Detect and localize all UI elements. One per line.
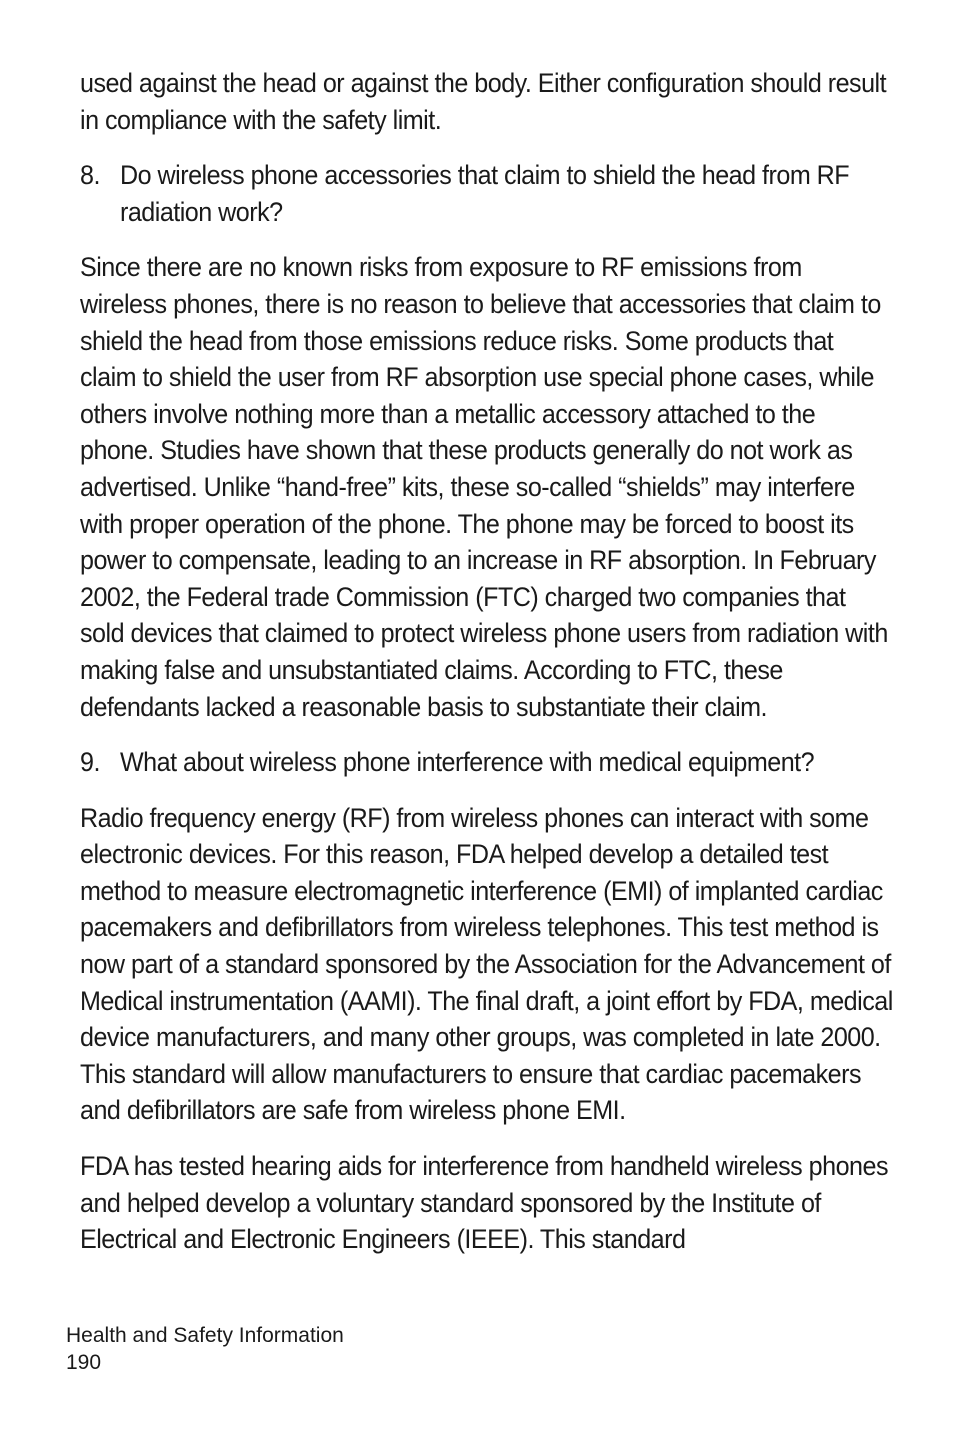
paragraph-q9-answer: Radio frequency energy (RF) from wireless phones can interact with some electronic devices. For this reason, FDA helped develop a detailed test method to measure electromagnetic interference (EMI) of implanted cardiac pacemakers and defibrillators from wireless telephones. This test method is now part of a standard sponsored by the Association for the Advancement of Medical instrumentation (AAMI). The final draft, a joint effort by FDA, medical device manufacturers, and many other groups, was completed in late 2000. This standard will allow manufacturers to ensure that cardiac pacemakers and defibrillators are safe from wireless phone EMI.: [80, 802, 893, 1126]
paragraph-intro: used against the head or against the body. Either configuration should result in compliance with the safety limit.: [80, 68, 887, 135]
footer-section-title: Health and Safety Information: [66, 1324, 344, 1347]
question-9-text: What about wireless phone interference with medical equipment?: [119, 747, 815, 778]
paragraph-hearing-aids: FDA has tested hearing aids for interference from handheld wireless phones and helped develop a voluntary standard sponsored by the Institute of Electrical and Electronic Engineers (IEEE). This standard: [80, 1151, 888, 1255]
question-9-number: 9.: [80, 747, 100, 778]
footer-page-number: 190: [66, 1351, 102, 1374]
question-8-text: Do wireless phone accessories that claim to shield the head from RF radiation work?: [119, 160, 850, 227]
question-8-number: 8.: [80, 160, 100, 191]
body-text: [80, 65, 895, 1277]
question-9: [80, 744, 895, 781]
question-8: [80, 157, 895, 230]
paragraph-q8-answer: Since there are no known risks from exposure to RF emissions from wireless phones, there is no reason to believe that accessories that claim to shield the head from those emissions reduce risks. Some products that claim to shield the user from RF absorption use special phone cases, while others involve nothing more than a metallic accessory attached to the phone. Studies have shown that these products generally do not work as advertised. Unlike “hand-free” kits, these so-called “shields” may interfere with proper operation of the phone. The phone may be forced to boost its power to compensate, leading to an increase in RF absorption. In February 2002, the Federal trade Commission (FTC) charged two companies that sold devices that claimed to protect wireless phone users from radiation with making false and unsubstantiated claims. According to FTC, these defendants lacked a reasonable basis to substantiate their claim.: [80, 252, 888, 722]
page-footer: [66, 1322, 344, 1376]
